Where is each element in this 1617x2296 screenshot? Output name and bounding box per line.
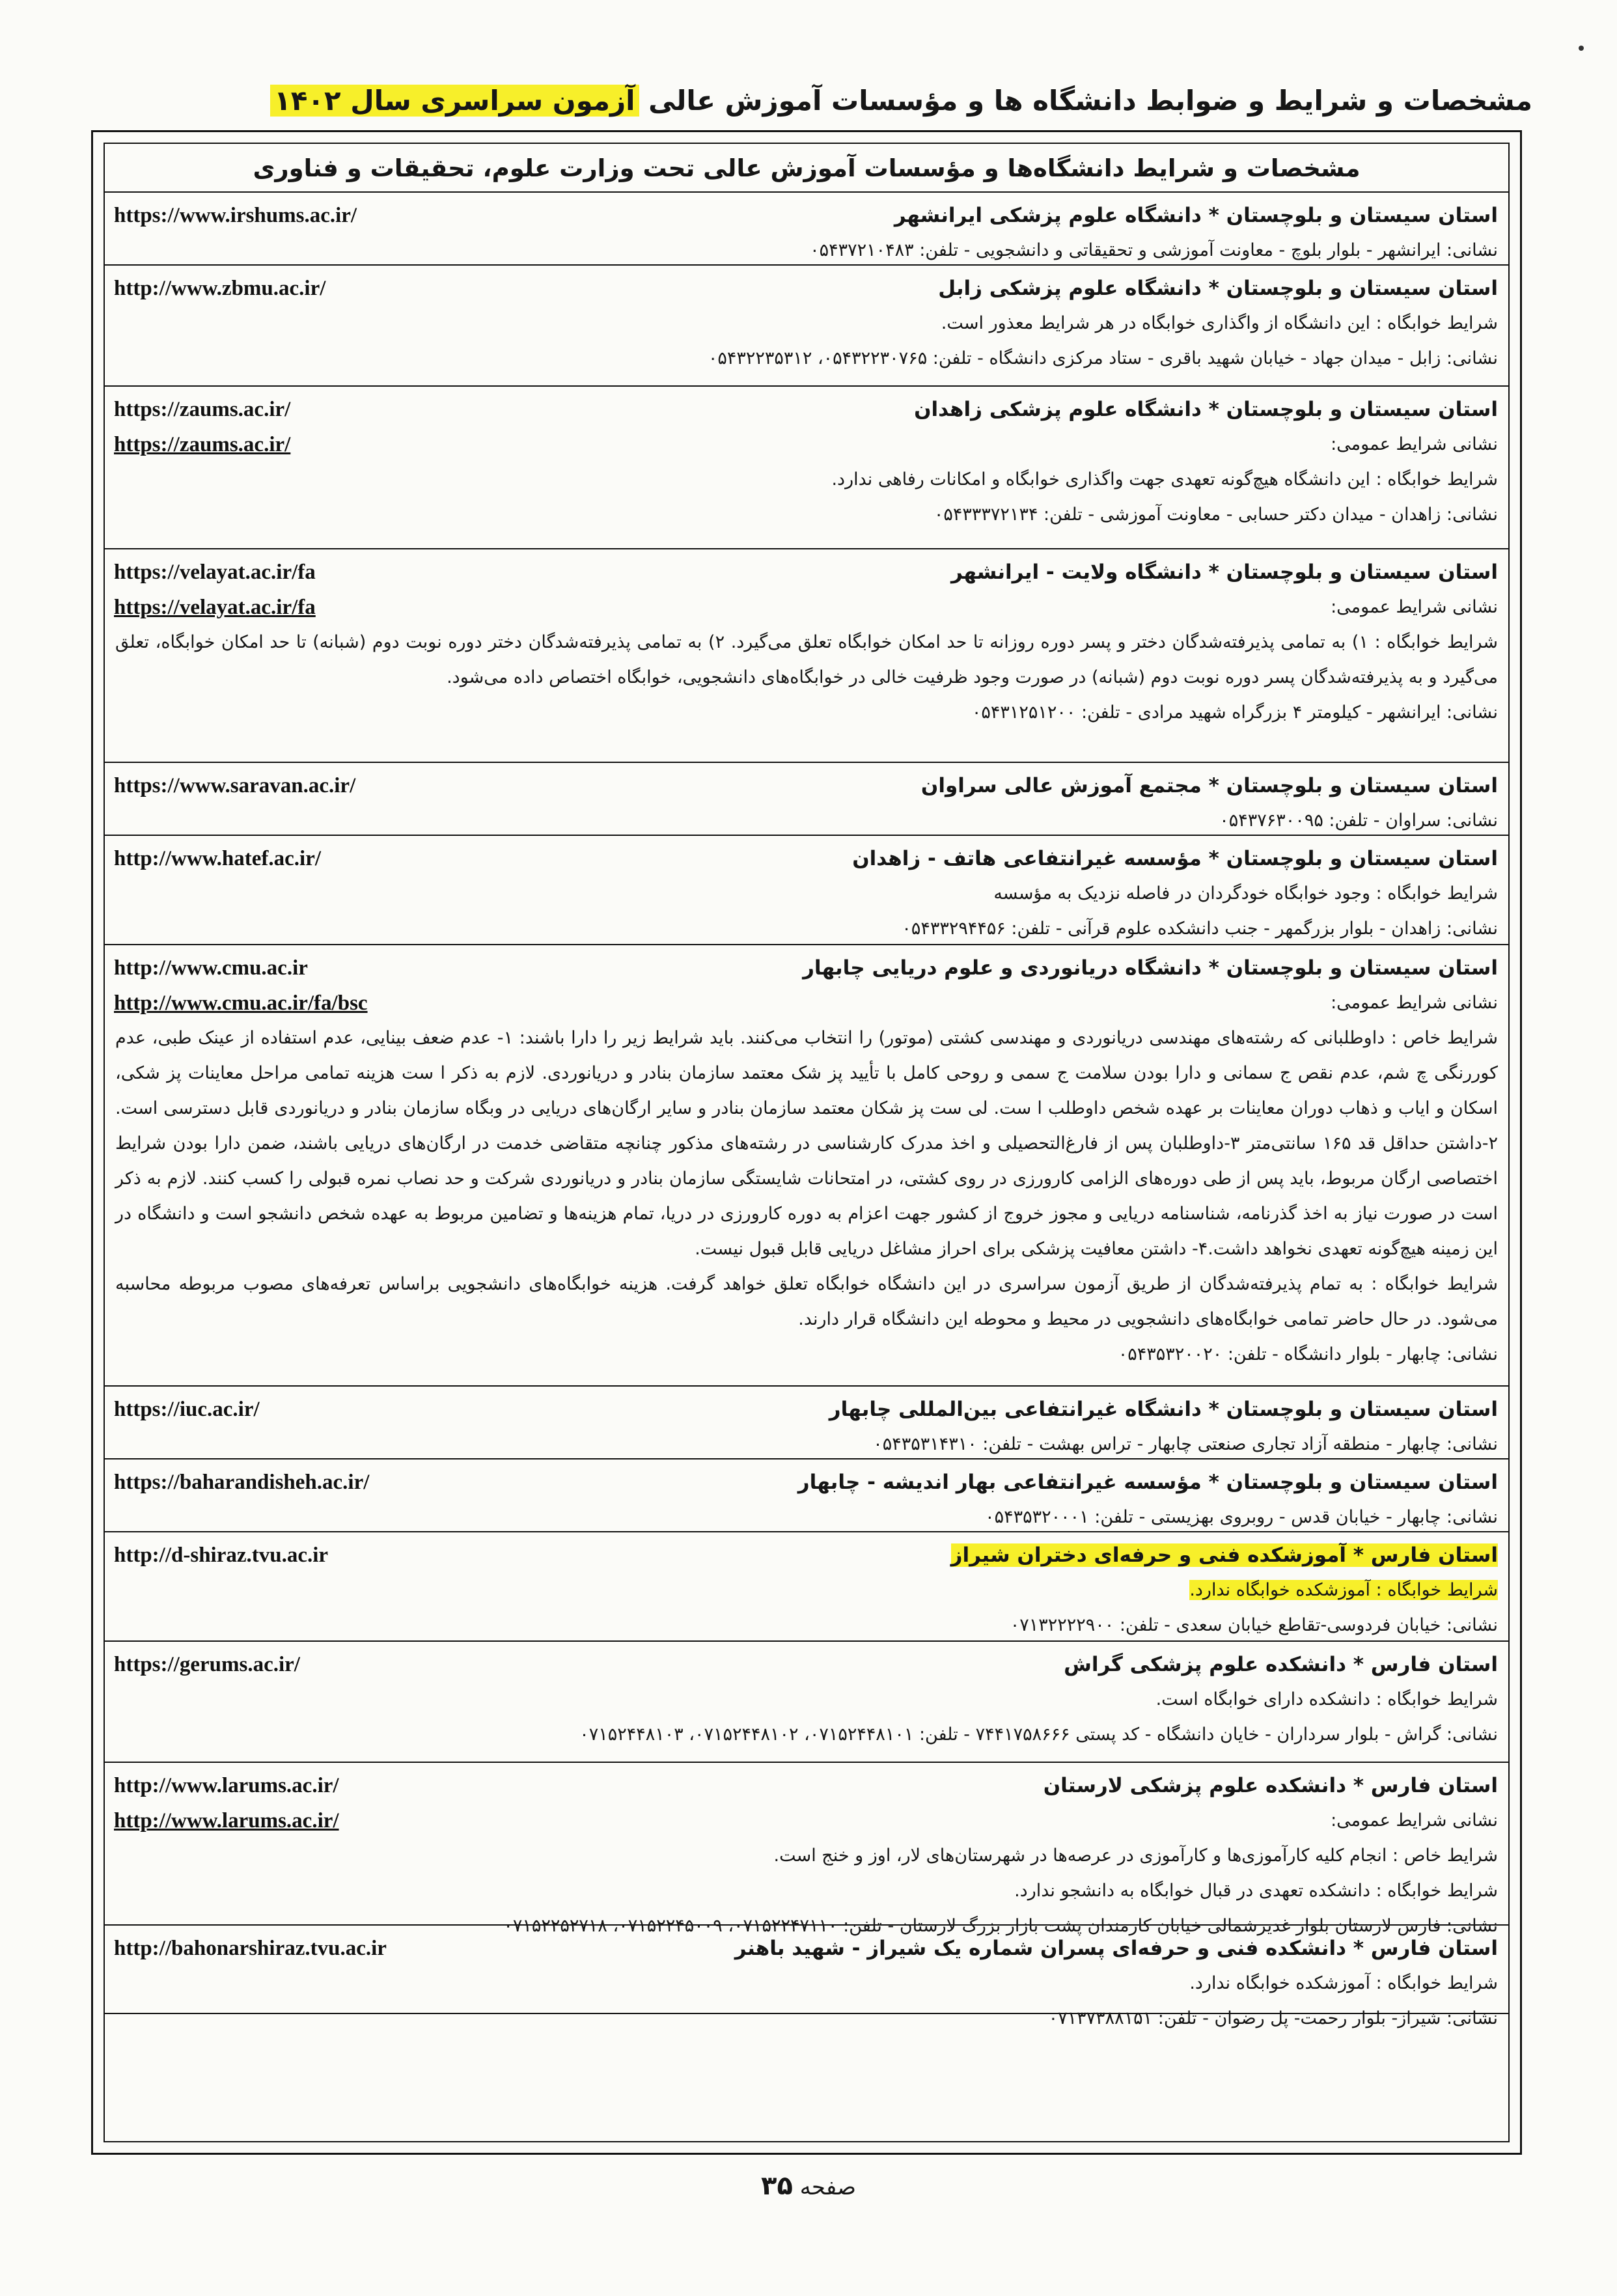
entry-detail-line [115,1682,1498,1717]
entry-detail-line [115,427,1498,462]
website-link[interactable]: http://www.zbmu.ac.ir/ [114,277,326,300]
page-header [87,85,1532,117]
entry-heading-text: استان فارس * دانشکده علوم پزشکی لارستان [1043,1774,1498,1797]
entry-detail-text: شرایط خوابگاه : آموزشکده خوابگاه ندارد. [1189,1580,1498,1600]
page-label: صفحه [799,2174,856,2200]
corner-mark [1579,46,1584,51]
entry-heading-text: استان سیستان و بلوچستان * دانشگاه علوم پزشکی ایرانشهر [894,204,1498,227]
general-conditions-link[interactable]: https://zaums.ac.ir/ [114,433,291,456]
entry-detail-text: نشانی: زاهدان - میدان دکتر حسابی - معاونت آموزشی - تلفن: ۰۵۴۳۳۳۷۲۱۳۴ [933,505,1498,525]
entry-detail-text: شرایط خوابگاه : دانشکده دارای خوابگاه است. [1155,1689,1498,1709]
entry-heading [115,1647,1498,1682]
entry-heading-text: استان سیستان و بلوچستان * دانشگاه علوم پزشکی زاهدان [914,398,1498,421]
university-entry [105,549,1508,763]
university-entry [105,387,1508,549]
table-title: مشخصات و شرایط دانشگاه‌ها و مؤسسات آموزش عالی تحت وزارت علوم، تحقیقات و فناوری [105,144,1508,193]
entry-detail-line [115,590,1498,625]
university-entry [105,763,1508,836]
entry-detail-text: نشانی: فارس لارستان بلوار غدیرشمالی خیابان کارمندان پشت بازار بزرگ لارستان - تلفن: ۰۷۱۵۲۲۴۷۱۱۰، ۰۷۱۵۲۲۴۵۰۰۹، ۰۷۱۵۲۲۵۲۷۱۸ [503,1916,1498,1936]
university-entry [105,1459,1508,1532]
entry-detail-text: نشانی: چابهار - بلوار دانشگاه - تلفن: ۰۵۴۳۵۳۲۰۰۲۰ [1118,1344,1498,1364]
entry-heading-text: استان سیستان و بلوچستان * مؤسسه غیرانتفاعی هاتف - زاهدان [852,847,1498,870]
entry-detail-text: شرایط خوابگاه : آموزشکده خوابگاه ندارد. [1189,1973,1498,1993]
entry-heading-text: استان سیستان و بلوچستان * دانشگاه علوم پزشکی زابل [938,277,1498,300]
entry-detail-text: نشانی: گراش - بلوار سرداران - خایان دانشگاه - کد پستی ۷۴۴۱۷۵۸۶۶۶ - تلفن: ۰۷۱۵۲۴۴۸۱۰۱، ۰۷۱۵۲۴۴۸۱۰۲، ۰۷۱۵۲۴۴۸۱۰۳ [579,1724,1498,1745]
entry-detail-text: شرایط خاص : انجام کلیه کارآموزی‌ها و کارآموزی در عرصه‌ها در شهرستان‌های لار، اوز و خنج است. [773,1846,1498,1866]
website-link[interactable]: https://gerums.ac.ir/ [114,1653,300,1676]
website-link[interactable]: http://www.hatef.ac.ir/ [114,847,322,870]
general-conditions-link[interactable]: https://velayat.ac.ir/fa [114,596,316,619]
page-title: مشخصات و شرایط و ضوابط دانشگاه ها و مؤسسات آموزش عالی [639,85,1532,117]
entry-detail-line [115,1337,1498,1372]
website-link[interactable]: http://bahonarshiraz.tvu.ac.ir [114,1937,387,1960]
entry-detail-text: شرایط خاص : داوطلبانی که رشته‌های مهندسی دریانوردی و مهندسی کشتی (موتور) را انتخاب می‌کنند. باید شرایط زیر را دارا باشند: ۱- عدم ضعف بینایی، عدم استفاده از عینک طبی، عدم کوررنگی چ شم، عدم نقص ج سمانی و دارا بودن سلامت ج سمی و روحی کامل با تأیید پز شک معتمد سازمان بنادر و دریانوردی. لازم به ذکر ا ست هزینه تمامی مراحل معاینات پز شکی، اسکان و ایاب و ذهاب دوران معاینات بر عهده شخص داوطلب ا ست. لی ست پز شکان معتمد سازمان بنادر و سایر ارگان‌های دریایی در وبگاه سازمان بنادر و دریانوردی قابل دسترسی است. ۲-داشتن حداقل قد ۱۶۵ سانتی‌متر ۳-داوطلبان پس از فارغ‌التحصیلی و اخذ مدرک کارشناسی در رشته‌های مذکور چنانچه متقاضی خدمت در ارگان‌های دریایی باشند، ضمن دارا بودن شرایط اختصاصی ارگان مربوط، باید پس از طی دوره‌های الزامی کارورزی در روی کشتی، در امتحانات شایستگی سازمان بنادر و دریانوردی شرکت و حد نصاب نمره قبولی را کسب کنند. لازم به ذکر است در صورت نیاز به اخذ گذرنامه، شناسنامه دریایی و مجوز خروج از کشور جهت اعزام به دوره کارورزی در دریا، تمام هزینه‌ها و تضامین مربوط به عهده شخص دانشجو است و دانشگاه در این زمینه هیچ‌گونه تعهدی نخواهد داشت.۴- داشتن معافیت پزشکی برای احراز مشاغل دریایی قابل قبول نیست. [115,1028,1498,1259]
entry-heading [115,1392,1498,1427]
website-link[interactable]: https://baharandisheh.ac.ir/ [114,1471,370,1494]
entry-detail-line [115,1427,1498,1462]
entry-heading [115,555,1498,590]
website-link[interactable]: http://www.cmu.ac.ir [114,956,308,980]
entry-detail-text: نشانی: شیراز- بلوار رحمت- پل رضوان - تلفن: ۰۷۱۳۷۳۸۸۱۵۱ [1048,2008,1498,2028]
entry-heading-text: استان فارس * دانشکده علوم پزشکی گراش [1064,1653,1498,1676]
entry-heading-text: استان سیستان و بلوچستان * دانشگاه غیرانتفاعی بین‌المللی چابهار [829,1398,1498,1421]
entry-detail-line [115,2001,1498,2036]
university-entry [105,1926,1508,2028]
entry-detail-text: شرایط خوابگاه : وجود خوابگاه خودگردان در فاصله نزدیک به مؤسسه [993,883,1498,904]
entry-detail-text: نشانی: خیابان فردوسی-تقاطع خیابان سعدی - تلفن: ۰۷۱۳۲۲۲۲۹۰۰ [1010,1615,1498,1635]
entry-detail-line [115,803,1498,838]
entry-detail-text: نشانی شرایط عمومی: [1331,597,1498,617]
entry-detail-text: نشانی: چابهار - منطقه آزاد تجاری صنعتی چابهار - تراس بهشت - تلفن: ۰۵۴۳۵۳۱۴۳۱۰ [873,1434,1498,1454]
entry-detail-text: نشانی: سراوان - تلفن: ۰۵۴۳۷۶۳۰۰۹۵ [1219,810,1498,831]
entry-detail-text: نشانی: زابل - میدان جهاد - خیابان شهید باقری - ستاد مرکزی دانشگاه - تلفن: ۰۵۴۳۲۲۳۰۷۶۵، ۰۵۴۳۲۲۳۵۳۱۲ [708,348,1498,368]
entry-detail-text: شرایط خوابگاه : دانشکده تعهدی در قبال خوابگاه به دانشجو ندارد. [1014,1881,1498,1901]
entry-heading-text: استان سیستان و بلوچستان * مجتمع آموزش عالی سراوان [920,774,1498,797]
universities-table [104,143,1510,2142]
entry-detail-line [115,911,1498,947]
page-title-highlight: آزمون سراسری سال ۱۴۰۲ [270,85,639,117]
entry-detail-line [115,1838,1498,1874]
entry-heading [115,950,1498,986]
entry-detail-line [115,1874,1498,1909]
entry-detail-line [115,497,1498,533]
university-entry [105,193,1508,266]
entry-heading-text: استان سیستان و بلوچستان * مؤسسه غیرانتفاعی بهار اندیشه - چابهار [797,1471,1498,1494]
entry-detail-text: نشانی شرایط عمومی: [1331,993,1498,1013]
general-conditions-link[interactable]: http://www.cmu.ac.ir/fa/bsc [114,991,368,1015]
entry-detail-line [115,1021,1498,1267]
entry-detail-text: شرایط خوابگاه : این دانشگاه هیچ‌گونه تعهدی جهت واگذاری خوابگاه و امکانات رفاهی ندارد. [831,469,1498,490]
website-link[interactable]: http://www.larums.ac.ir/ [114,1774,339,1797]
outer-frame [91,130,1522,2155]
entry-detail-text: نشانی: زاهدان - بلوار بزرگمهر - جنب دانشکده علوم قرآنی - تلفن: ۰۵۴۳۳۲۹۴۴۵۶ [902,919,1498,939]
university-entry [105,1387,1508,1459]
entry-heading [115,841,1498,876]
entry-detail-line [115,1608,1498,1643]
website-link[interactable]: https://www.saravan.ac.ir/ [114,774,356,797]
entry-detail-line [115,1573,1498,1608]
entries-list [105,193,1508,2028]
entry-detail-line [115,1500,1498,1535]
website-link[interactable]: https://iuc.ac.ir/ [114,1398,260,1421]
entry-detail-line [115,341,1498,376]
entry-heading-text: استان سیستان و بلوچستان * دانشگاه دریانوردی و علوم دریایی چابهار [803,956,1498,980]
website-link[interactable]: https://zaums.ac.ir/ [114,398,291,421]
university-entry [105,1642,1508,1763]
entry-detail-line [115,695,1498,730]
entry-detail-text: نشانی شرایط عمومی: [1331,1810,1498,1831]
entry-detail-text: نشانی شرایط عمومی: [1331,434,1498,454]
entry-heading [115,392,1498,427]
entry-detail-line [115,625,1498,695]
entry-detail-line [115,1267,1498,1337]
university-entry [105,836,1508,945]
entry-detail-line [115,462,1498,497]
entry-heading-text: استان فارس * دانشکده فنی و حرفه‌ای پسران شماره یک شیراز - شهید باهنر [734,1937,1498,1960]
entry-detail-text: شرایط خوابگاه : ۱) به تمامی پذیرفته‌شدگان دختر و پسر دوره روزانه تا حد امکان خوابگاه تعلق می‌گیرد. ۲) به تمامی پذیرفته‌شدگان دختر دوره نوبت دوم (شبانه) تا حد امکان خوابگاه، تعلق می‌گیرد و به پذیرفته‌شدگان پسر دوره نوبت دوم (شبانه) در صورت وجود ظرفیت خالی در خوابگاه‌های دانشجویی، خوابگاه اختصاص داده می‌شود. [115,632,1498,687]
entry-heading-text: استان فارس * آموزشکده فنی و حرفه‌ای دختران شیراز [950,1543,1498,1567]
website-link[interactable]: https://velayat.ac.ir/fa [114,560,316,584]
entry-detail-text: نشانی: ایرانشهر - بلوار بلوچ - معاونت آموزشی و تحقیقاتی و دانشجویی - تلفن: ۰۵۴۳۷۲۱۰۴۸۳ [810,240,1498,260]
university-entry [105,945,1508,1387]
entry-detail-line [115,233,1498,268]
page-footer [0,2171,1617,2201]
university-entry [105,1763,1508,1936]
website-link[interactable]: http://d-shiraz.tvu.ac.ir [114,1543,329,1567]
entry-detail-text: شرایط خوابگاه : به تمام پذیرفته‌شدگان از طریق آزمون سراسری در این دانشگاه خوابگاه تعلق خواهد گرفت. هزینه خوابگاه‌های دانشجویی براساس تعرفه‌های مصوب مربوطه محاسبه می‌شود. در حال حاضر تمامی خوابگاه‌های دانشجویی در محیط و محوطه این دانشگاه قرار دارند. [115,1274,1498,1329]
entry-detail-text: شرایط خوابگاه : این دانشگاه از واگذاری خوابگاه در هر شرایط معذور است. [941,313,1498,333]
page-number: ۳۵ [761,2171,793,2201]
entry-detail-line [115,1717,1498,1752]
entry-detail-line [115,1966,1498,2001]
university-entry [105,266,1508,387]
university-entry [105,1532,1508,1642]
entry-detail-text: نشانی: ایرانشهر - کیلومتر ۴ بزرگراه شهید مرادی - تلفن: ۰۵۴۳۱۲۵۱۲۰۰ [971,702,1498,723]
entry-heading-text: استان سیستان و بلوچستان * دانشگاه ولایت - ایرانشهر [951,560,1498,584]
entry-detail-line [115,306,1498,341]
general-conditions-link[interactable]: http://www.larums.ac.ir/ [114,1809,339,1833]
entry-detail-line [115,876,1498,911]
entry-detail-text: نشانی: چابهار - خیابان قدس - روبروی بهزیستی - تلفن: ۰۵۴۳۵۳۲۰۰۰۱ [985,1507,1498,1527]
website-link[interactable]: https://www.irshums.ac.ir/ [114,204,357,227]
